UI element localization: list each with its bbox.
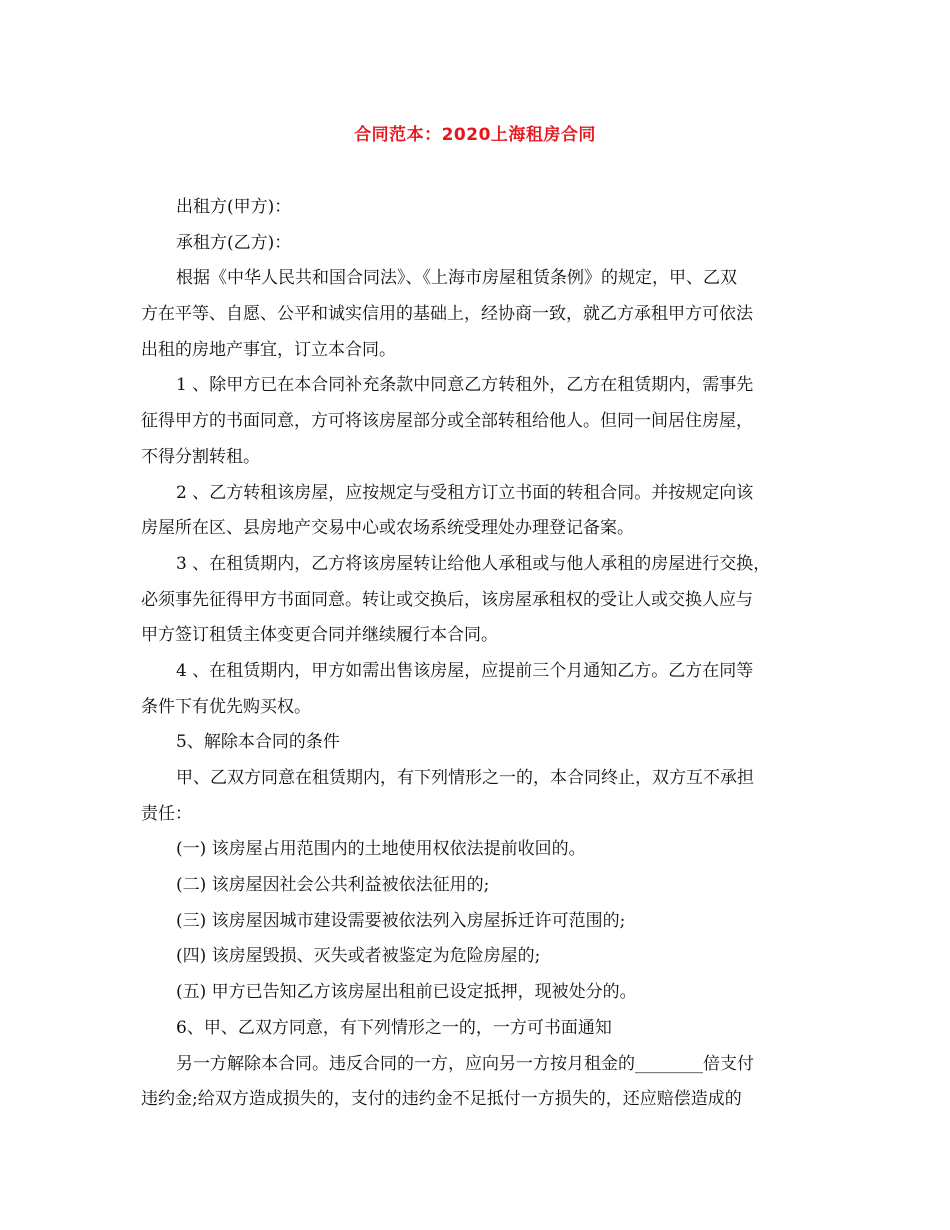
paragraph-line: 出租的房地产事宜，订立本合同。 [141,339,396,360]
paragraph-line: 2 、乙方转租该房屋，应按规定与受租方订立书面的转租合同。并按规定向该 [176,482,754,503]
list-item: (四) 该房屋毁损、灭失或者被鉴定为危险房屋的; [176,946,541,967]
paragraph-line: 出租方(甲方)： [176,197,292,217]
paragraph-line: 另一方解除本合同。违反合同的一方，应向另一方按月租金的________倍支付 [176,1053,754,1074]
list-item: (二) 该房屋因社会公共利益被依法征用的; [176,875,490,896]
paragraph-line: 1 、除甲方已在本合同补充条款中同意乙方转租外，乙方在租赁期内，需事先 [176,375,754,396]
paragraph-line: 违约金;给双方造成损失的，支付的违约金不足抵付一方损失的，还应赔偿造成的 [141,1089,742,1110]
paragraph-line: 承租方(乙方)： [176,232,292,253]
document-body [141,190,813,1118]
paragraph-line: 责任： [141,803,192,824]
paragraph-line: 根据《中华人民共和国合同法》、《上海市房屋租赁条例》的规定，甲、乙双 [176,268,737,289]
paragraph-line: 房屋所在区、县房地产交易中心或农场系统受理处办理登记备案。 [141,518,634,539]
paragraph-line: 条件下有优先购买权。 [141,696,311,717]
paragraph-line: 不得分割转租。 [141,446,260,467]
document-title: 合同范本：2020上海租房合同 [354,125,596,145]
list-item: (五) 甲方已告知乙方该房屋出租前已设定抵押，现被处分的。 [176,982,637,1003]
paragraph-line: 甲、乙双方同意在租赁期内，有下列情形之一的，本合同终止，双方互不承担 [176,768,754,788]
list-item: (三) 该房屋因城市建设需要被依法列入房屋拆迁许可范围的; [176,910,626,931]
paragraph-line: 方在平等、自愿、公平和诚实信用的基础上，经协商一致，就乙方承租甲方可依法 [141,304,753,325]
paragraph-line: 征得甲方的书面同意，方可将该房屋部分或全部转租给他人。但同一间居住房屋， [141,411,753,432]
paragraph-line: 甲方签订租赁主体变更合同并继续履行本合同。 [141,625,498,646]
paragraph-line: 必须事先征得甲方书面同意。转让或交换后，该房屋承租权的受让人或交换人应与 [141,589,753,610]
list-item: (一) 该房屋占用范围内的土地使用权依法提前收回的。 [176,839,586,860]
paragraph-line: 4 、在租赁期内，甲方如需出售该房屋，应提前三个月通知乙方。乙方在同等 [176,660,754,681]
section-heading: 6、甲、乙双方同意，有下列情形之一的，一方可书面通知 [176,1017,612,1038]
section-heading: 5、解除本合同的条件 [176,732,340,753]
paragraph-line: 3 、在租赁期内，乙方将该房屋转让给他人承租或与他人承租的房屋进行交换， [176,553,771,574]
